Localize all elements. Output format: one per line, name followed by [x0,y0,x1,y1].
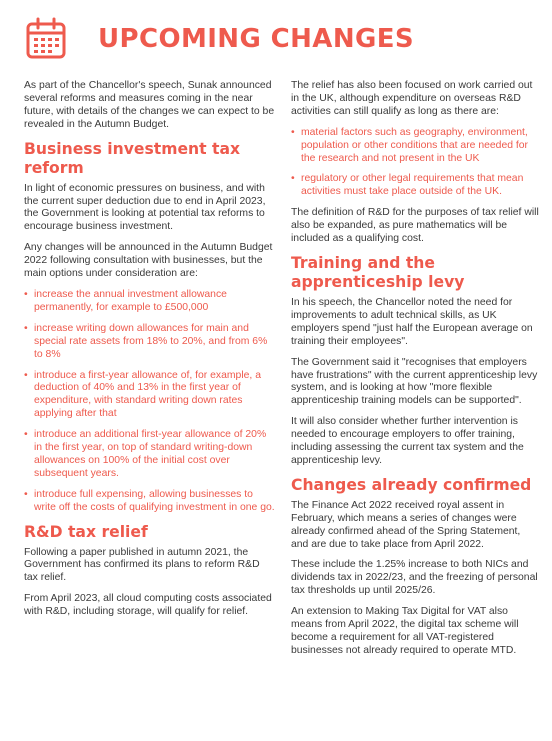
confirmed-para-1: The Finance Act 2022 received royal assent in February, which means a series of changes were already confirmed ahead of the Spring Statement, and are due to take place from April 2022. [291,499,521,550]
header [24,14,414,64]
page-title: UPCOMING CHANGES [98,24,415,54]
rd-para-2: From April 2023, all cloud computing costs associated with R&D, including storage, will qualify for relief. [24,593,272,618]
training-heading: Training and the apprenticeship levy [291,253,465,291]
confirmed-heading: Changes already confirmed [291,475,532,494]
rd-list [291,127,539,200]
list-item: • material factors such as geography, environment, population or other conditions that are needed for the research and not present in the UK [291,127,539,166]
list-item: • increase the annual investment allowance permanently, for example to £500,000 [24,289,276,315]
confirmed-para-3: An extension to Making Tax Digital for VAT also means from April 2022, the digital tax scheme will become a requirement for all VAT-registered businesses not already required to operate MTD. [291,606,519,656]
business-tax-para-1: In light of economic pressures on business, and with the current super deduction due to end in April 2023, the Government is looking at potential tax reforms to encourage business investment. [24,182,266,233]
training-para-1: In his speech, the Chancellor noted the need for improvements to adult technical skills, as UK employers spend "just half the European average on training their employees". [291,296,533,347]
rd-para-3: The relief has also been focused on work carried out in the UK, although expenditure on overseas R&D activities can still qualify as long as there are: [291,80,533,117]
training-para-2: The Government said it "recognises that employers have frustrations" with the current apprenticeship levy system, and is looking at how "more flexible apprenticeship training models can be supported". [291,356,538,407]
business-tax-heading: Business investment tax reform [24,139,241,177]
intro-paragraph: As part of the Chancellor's speech, Sunak announced several reforms and measures coming in the near future, with details of the changes we can expect to be revealed in the Autumn Budget. [24,80,275,130]
business-tax-para-2: Any changes will be announced in the Autumn Budget 2022 following consultation with businesses, but the main options under consideration are: [24,242,273,280]
left-column [24,80,276,627]
rd-para-4: The definition of R&D for the purposes of tax relief will also be expanded, as pure mathematics will be included as a qualifying cost. [291,207,539,245]
rd-para-1: Following a paper published in autumn 2021, the Government has confirmed its plans to reform R&D tax relief. [24,546,260,584]
list-item: • introduce a first-year allowance of, for example, a deduction of 40% and 13% in the first year of expenditure, with standard writing down rates applying after that [24,370,276,422]
rd-heading: R&D tax relief [24,522,148,541]
confirmed-para-2: These include the 1.25% increase to both NICs and dividends tax in 2022/23, and the freezing of personal tax thresholds up until 2025/26. [291,559,538,597]
list-item: • increase writing down allowances for main and special rate assets from 18% to 20%, and from 6% to 8% [24,323,276,362]
right-column [291,80,539,666]
list-item: • introduce an additional first-year allowance of 20% in the first year, on top of standard writing-down allowances on 100% of the initial cost over subsequent years. [24,429,276,481]
calendar-icon [24,17,68,61]
training-para-3: It will also consider whether further intervention is needed to encourage employers to offer training, including assessing the current tax system and the apprenticeship levy. [291,416,524,466]
list-item: • regulatory or other legal requirements that mean activities must take place outside of the UK. [291,173,539,199]
list-item: • introduce full expensing, allowing businesses to write off the costs of qualifying investment in one go. [24,489,276,515]
business-tax-list [24,289,276,515]
